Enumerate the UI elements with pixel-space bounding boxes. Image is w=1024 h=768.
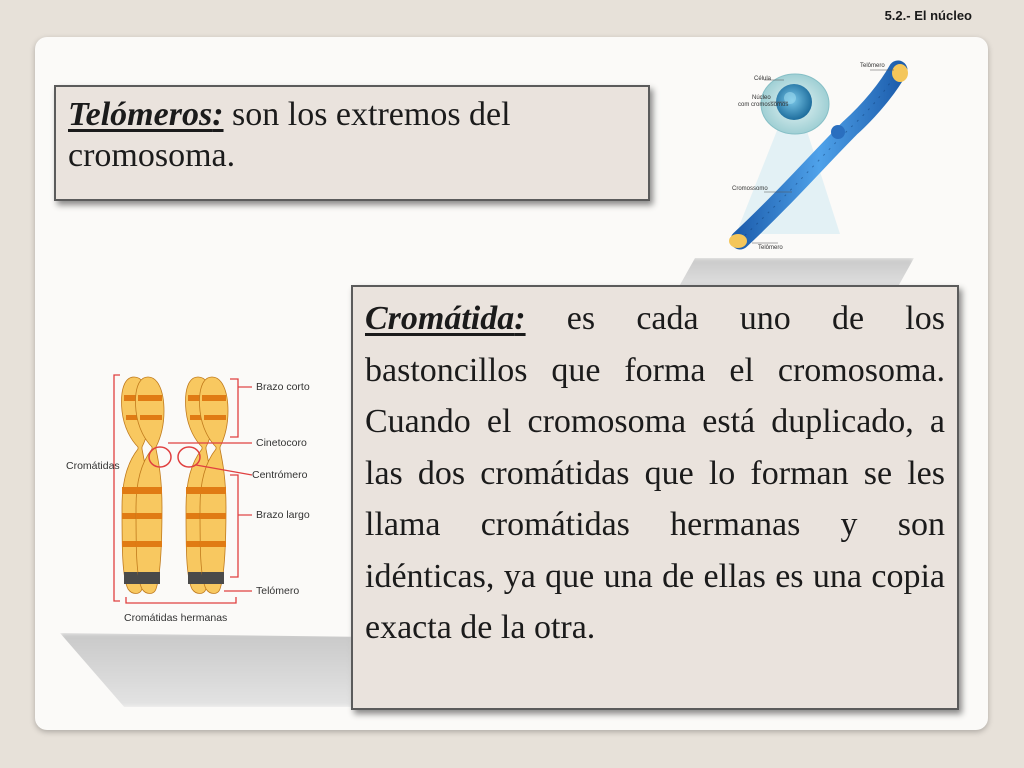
section-label: 5.2.- El núcleo	[884, 8, 972, 23]
cromatida-definition: es cada uno de los bastoncillos que forma el cromosoma. Cuando el cromosoma está duplicado, a las dos cromátidas que lo forman se les llama cromátidas hermanas y son idénticas, ya que una de ellas es una copia exacta de la otra.	[365, 300, 945, 646]
telomeros-term: Telómeros	[68, 96, 213, 133]
label-cromatidas-hermanas: Cromátidas hermanas	[124, 612, 228, 624]
telomeros-definition: son los extremos del cromosoma.	[68, 96, 511, 174]
label-com-cromossomos: com cromossomos	[738, 102, 789, 108]
cromatida-colon: :	[514, 300, 526, 337]
telomere-bottom-icon	[729, 234, 747, 248]
centromere-icon	[831, 125, 845, 139]
bracket-brazo-corto	[230, 379, 238, 437]
label-brazo-largo: Brazo largo	[256, 509, 310, 521]
label-telomero: Telómero	[256, 585, 300, 597]
label-celula: Célula	[754, 76, 772, 82]
chromatids-figure	[64, 365, 336, 627]
label-centromero: Centrómero	[252, 469, 308, 481]
telomeros-box	[54, 85, 650, 201]
telomeros-colon: :	[212, 96, 224, 133]
label-cinetocoro: Cinetocoro	[256, 437, 307, 449]
label-telomero-top: Telômero	[860, 63, 885, 69]
cromatida-term: Cromátida	[365, 300, 515, 337]
label-cromossomo: Cromossomo	[732, 186, 768, 192]
label-brazo-corto: Brazo corto	[256, 381, 310, 393]
label-nucleo: Núcleo	[752, 95, 771, 101]
bracket-hermanas	[126, 597, 236, 603]
label-telomero-bottom: Telômero	[758, 245, 783, 251]
bracket-brazo-largo	[230, 475, 238, 577]
telomere-top-icon	[892, 64, 908, 82]
cromatida-box	[351, 285, 959, 710]
chromosome-cell-figure	[700, 58, 920, 254]
bracket-cromatidas	[114, 375, 120, 601]
label-cromatidas: Cromátidas	[66, 460, 120, 472]
